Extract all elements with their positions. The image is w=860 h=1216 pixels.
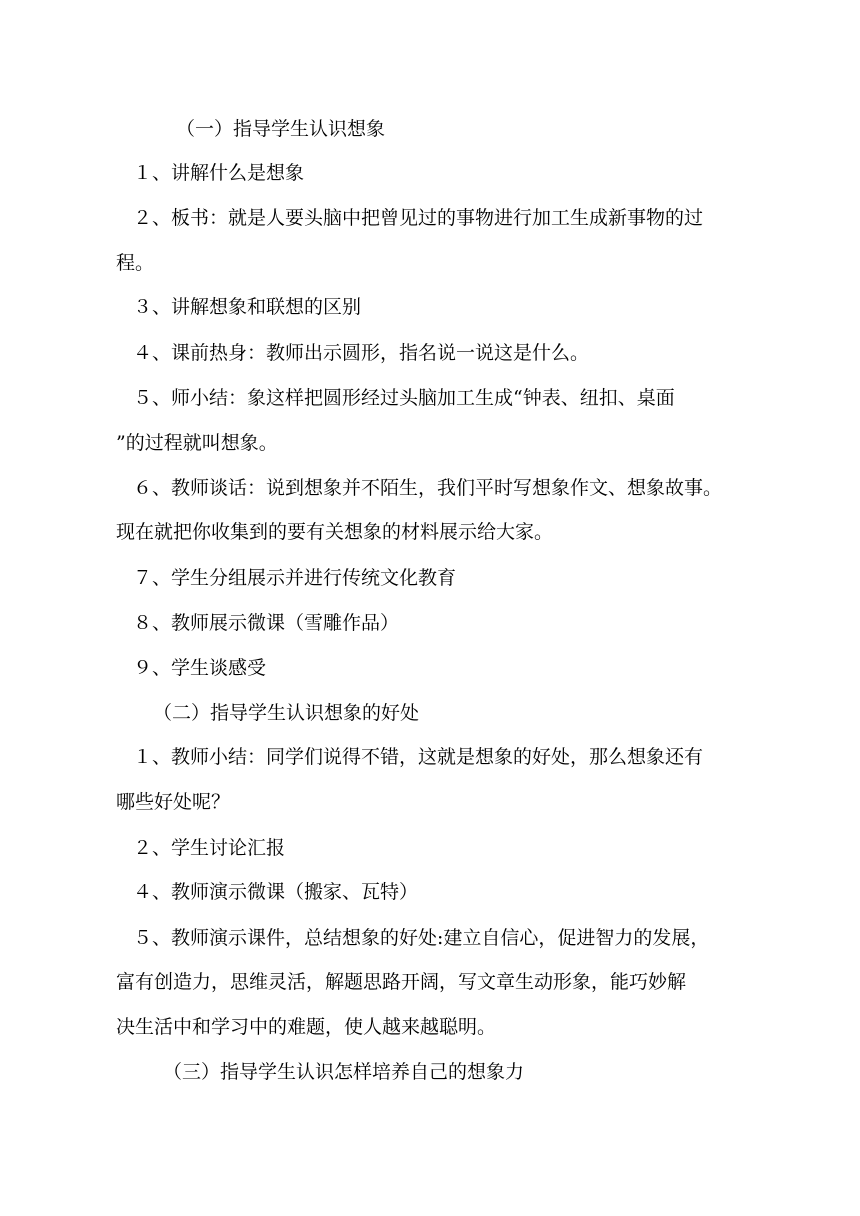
section-heading-3: （三）指导学生认识怎样培养自己的想象力 bbox=[163, 1061, 525, 1083]
list-item: ２、学生讨论汇报 bbox=[133, 837, 286, 859]
list-item: １、讲解什么是想象 bbox=[133, 162, 305, 184]
list-item-continuation: 程。 bbox=[116, 252, 155, 274]
list-item: ４、课前热身：教师出示圆形，指名说一说这是什么。 bbox=[133, 342, 590, 364]
list-item-continuation: ”的过程就叫想象。 bbox=[116, 432, 278, 454]
section-heading-2: （二）指导学生认识想象的好处 bbox=[153, 702, 420, 724]
list-item: １、教师小结：同学们说得不错，这就是想象的好处，那么想象还有 bbox=[133, 746, 704, 768]
list-item-continuation: 决生活中和学习中的难题，使人越来越聪明。 bbox=[116, 1016, 497, 1038]
list-item-continuation: 富有创造力，思维灵活，解题思路开阔，写文章生动形象，能巧妙解 bbox=[116, 971, 687, 993]
list-item: ２、板书：就是人要头脑中把曾见过的事物进行加工生成新事物的过 bbox=[133, 207, 704, 229]
list-item: ４、教师演示微课（搬家、瓦特） bbox=[133, 881, 419, 903]
list-item-continuation: 现在就把你收集到的要有关想象的材料展示给大家。 bbox=[116, 521, 554, 543]
list-item: ５、教师演示课件，总结想象的好处:建立自信心，促进智力的发展， bbox=[133, 927, 710, 949]
list-item-continuation: 哪些好处呢？ bbox=[116, 791, 231, 813]
section-heading-1: （一）指导学生认识想象 bbox=[176, 118, 386, 140]
list-item: ３、讲解想象和联想的区别 bbox=[133, 296, 362, 318]
list-item: ５、师小结：象这样把圆形经过头脑加工生成“钟表、纽扣、桌面 bbox=[133, 387, 675, 409]
list-item: ９、学生谈感受 bbox=[133, 657, 267, 679]
list-item: ６、教师谈话：说到想象并不陌生，我们平时写想象作文、想象故事。 bbox=[133, 477, 723, 499]
list-item: ７、学生分组展示并进行传统文化教育 bbox=[133, 567, 457, 589]
list-item: ８、教师展示微课（雪雕作品） bbox=[133, 612, 400, 634]
